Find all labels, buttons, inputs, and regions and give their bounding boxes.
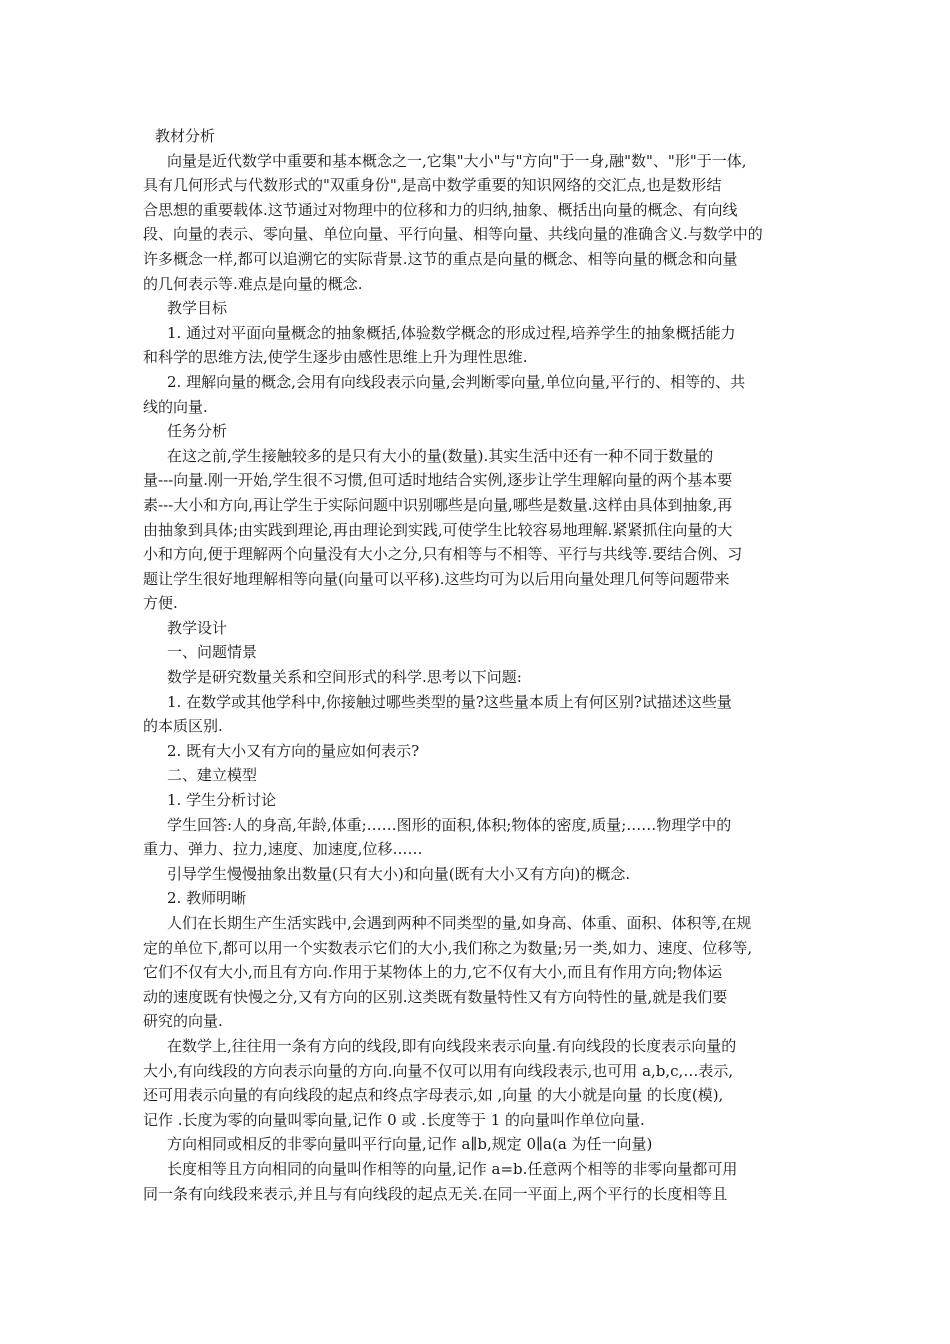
- section-heading: 教学目标: [167, 299, 228, 318]
- text-line: 题让学生很好地理解相等向量(向量可以平移).这些均可为以后用向量处理几何等问题带来: [143, 569, 730, 588]
- text-line: 量---向量.刚一开始,学生很不习惯,但可适时地结合实例,逐步让学生理解向量的两个基本要: [143, 471, 733, 490]
- text-line: 小和方向,便于理解两个向量没有大小之分,只有相等与不相等、平行与共线等.要结合例、习: [143, 545, 743, 564]
- text-line: 定的单位下,都可以用一个实数表示它们的大小,我们称之为数量;另一类,如力、速度、位移等,: [143, 938, 753, 957]
- text-line: 学生回答:人的身高,年龄,体重;……图形的面积,体积;物体的密度,质量;……物理学中的: [167, 815, 732, 834]
- text-line: 研究的向量.: [143, 1012, 223, 1031]
- text-line: 素---大小和方向,再让学生于实际问题中识别哪些是向量,哪些是数量.这样由具体到抽象,再: [143, 495, 733, 514]
- text-line: 2. 既有大小又有方向的量应如何表示?: [167, 741, 420, 760]
- subsection-heading: 二、建立模型: [167, 766, 258, 785]
- text-line: 2. 理解向量的概念,会用有向线段表示向量,会判断零向量,单位向量,平行的、相等的、共: [167, 372, 746, 391]
- text-line: 1. 在数学或其他学科中,你接触过哪些类型的量?这些量本质上有何区别?试描述这些量: [167, 692, 732, 711]
- text-line: 方便.: [143, 594, 178, 613]
- text-line: 许多概念一样,都可以追溯它的实际背景.这节的重点是向量的概念、相等向量的概念和向量: [143, 249, 738, 268]
- text-line: 还可用表示向量的有向线段的起点和终点字母表示,如 ,向量 的大小就是向量 的长度(模),: [143, 1086, 724, 1105]
- text-line: 1. 学生分析讨论: [167, 791, 277, 810]
- text-line: 的几何表示等.难点是向量的概念.: [143, 274, 363, 293]
- section-heading: 教材分析: [155, 127, 216, 145]
- text-line: 向量是近代数学中重要和基本概念之一,它集"大小"与"方向"于一身,融"数"、"形"于一体,: [167, 151, 747, 170]
- text-line: 方向相同或相反的非零向量叫平行向量,记作 a∥b,规定 0∥a(a 为任一向量): [167, 1135, 653, 1154]
- text-line: 同一条有向线段来表示,并且与有向线段的起点无关.在同一平面上,两个平行的长度相等且: [143, 1184, 728, 1203]
- text-line: 动的速度既有快慢之分,又有方向的区别.这类既有数量特性又有方向特性的量,就是我们要: [143, 987, 728, 1006]
- section-heading: 教学设计: [167, 618, 228, 637]
- text-line: 在数学上,往往用一条有方向的线段,即有向线段来表示向量.有向线段的长度表示向量的: [167, 1036, 737, 1055]
- text-line: 重力、弹力、拉力,速度、加速度,位移……: [143, 840, 423, 859]
- document-body: [143, 124, 813, 1206]
- text-line: 它们不仅有大小,而且有方向.作用于某物体上的力,它不仅有大小,而且有作用方向;物体运: [143, 963, 723, 982]
- text-line: 具有几何形式与代数形式的"双重身份",是高中数学重要的知识网络的交汇点,也是数形结: [143, 176, 722, 195]
- text-line: 合思想的重要载体.这节通过对物理中的位移和力的归纳,抽象、概括出向量的概念、有向线: [143, 200, 738, 219]
- text-line: 长度相等且方向相同的向量叫作相等的向量,记作 a=b.任意两个相等的非零向量都可用: [167, 1159, 738, 1178]
- text-line: 由抽象到具体;由实践到理论,再由理论到实践,可使学生比较容易地理解.紧紧抓住向量的大: [143, 520, 733, 539]
- text-line: 引导学生慢慢抽象出数量(只有大小)和向量(既有大小又有方向)的概念.: [167, 864, 631, 883]
- text-line: 线的向量.: [143, 397, 208, 416]
- text-line: 大小,有向线段的方向表示向量的方向.向量不仅可以用有向线段表示,也可用 a,b,c,…表示,: [143, 1061, 734, 1080]
- section-heading: 任务分析: [167, 422, 228, 441]
- text-line: 2. 教师明晰: [167, 889, 247, 908]
- text-line: 的本质区别.: [143, 717, 223, 736]
- text-line: 在这之前,学生接触较多的是只有大小的量(数量).其实生活中还有一种不同于数量的: [167, 446, 714, 465]
- text-line: 记作 .长度为零的向量叫零向量,记作 0 或 .长度等于 1 的向量叫作单位向量.: [143, 1110, 645, 1129]
- text-line: 数学是研究数量关系和空间形式的科学.思考以下问题:: [167, 668, 522, 687]
- subsection-heading: 一、问题情景: [167, 643, 258, 662]
- text-line: 和科学的思维方法,使学生逐步由感性思维上升为理性思维.: [143, 348, 528, 367]
- text-line: 1. 通过对平面向量概念的抽象概括,体验数学概念的形成过程,培养学生的抽象概括能力: [167, 323, 736, 342]
- text-line: 人们在长期生产生活实践中,会遇到两种不同类型的量,如身高、体重、面积、体积等,在规: [167, 914, 752, 932]
- text-line: 段、向量的表示、零向量、单位向量、平行向量、相等向量、共线向量的准确含义.与数学中的: [143, 225, 763, 244]
